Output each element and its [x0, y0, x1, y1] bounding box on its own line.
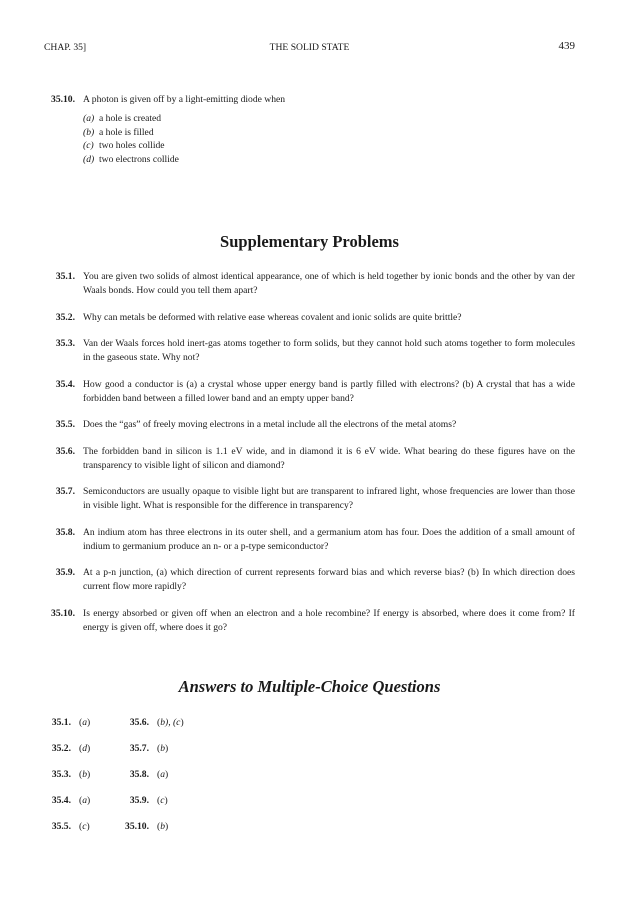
answer-value: ( c ) — [157, 794, 183, 808]
option-letter: (a) — [83, 113, 95, 124]
answer-number: 35.4. — [51, 795, 71, 806]
problem-number: 35.1. — [55, 271, 75, 282]
problem-text: Does the “gas” of freely moving electrons in a metal include all the electrons of the metal atoms? — [83, 419, 457, 430]
option-text: two holes collide — [99, 140, 165, 151]
answer-number: 35.7. — [129, 743, 149, 754]
running-head-chapter: CHAP. 35] — [44, 42, 87, 53]
answer-row — [35, 794, 183, 820]
answer-number: 35.10. — [125, 821, 149, 832]
problem-item — [35, 445, 575, 473]
problem-item — [35, 270, 575, 298]
mc-question — [35, 93, 575, 166]
problem-item — [35, 378, 575, 406]
problem-number: 35.10. — [51, 607, 75, 619]
answer-number: 35.6. — [129, 717, 149, 728]
problem-text: Semiconductors are usually opaque to visible light but are transparent to infrared light, whose frequencies are lower than those in visible light. What is responsible for the difference in transparency? — [83, 486, 575, 511]
option-text: two electrons collide — [99, 153, 179, 165]
section-title-supplementary: Supplementary Problems — [220, 232, 399, 251]
option-text: a hole is created — [99, 113, 162, 124]
answer-table — [35, 716, 183, 846]
answer-value: ( d ) — [79, 742, 105, 756]
problem-item — [35, 526, 575, 554]
problem-text: You are given two solids of almost identical appearance, one of which is held together by ionic bonds and the other by van der Waals bonds. How could you tell them apart? — [83, 271, 575, 296]
answer-value: ( b ) — [157, 820, 183, 834]
problem-text: An indium atom has three electrons in its outer shell, and a germanium atom has four. Does the addition of a small amount of indium to germanium produce an n- or a p-type semiconductor? — [83, 526, 575, 552]
problem-item — [35, 418, 575, 432]
answer-number: 35.8. — [129, 769, 149, 780]
section-title-answers: Answers to Multiple-Choice Questions — [178, 677, 441, 696]
answer-value: ( b ) — [79, 768, 105, 782]
problem-item — [35, 485, 575, 513]
answer-value: ( a ) — [79, 716, 105, 730]
option — [83, 126, 575, 140]
option — [83, 139, 575, 153]
problem-text: At a p-n junction, (a) which direction of current represents forward bias and which reverse bias? (b) In which direction does current flow more rapidly? — [83, 567, 575, 592]
problem-text: How good a conductor is (a) a crystal whose upper energy band is partly filled with electrons? (b) A crystal that has a wide forbidden band between a filled lower band and an empty upper band? — [83, 378, 575, 404]
answer-value: ( a ) — [79, 794, 105, 808]
answer-row — [35, 820, 183, 846]
problem-number: 35.9. — [55, 567, 75, 578]
problem-number: 35.2. — [55, 311, 75, 323]
answer-row — [35, 716, 183, 742]
problem-number: 35.5. — [55, 419, 75, 430]
answer-value: ( c ) — [79, 820, 105, 834]
problem-item — [35, 311, 575, 325]
answer-number: 35.3. — [51, 769, 71, 780]
answer-value: ( b ) — [157, 742, 183, 756]
option-text: a hole is filled — [99, 126, 154, 138]
problem-number: 35.3. — [55, 338, 75, 349]
problem-text: Van der Waals forces hold inert-gas atoms together to form solids, but they cannot hold such atoms together to form molecules in the gaseous state. Why not? — [83, 338, 575, 363]
option-letter: (b) — [83, 126, 95, 138]
problem-number: 35.8. — [55, 526, 75, 538]
answer-number: 35.2. — [51, 743, 71, 754]
answer-number: 35.1. — [51, 717, 71, 728]
question-number: 35.10. — [51, 94, 75, 105]
problem-item — [35, 607, 575, 635]
answer-row — [35, 742, 183, 768]
answer-number: 35.5. — [51, 821, 71, 832]
option — [83, 112, 575, 126]
problem-number: 35.7. — [55, 486, 75, 497]
problem-item — [35, 337, 575, 365]
problem-item — [35, 566, 575, 594]
page-number: 439 — [558, 40, 575, 52]
problem-list — [35, 270, 575, 647]
option-letter: (c) — [83, 140, 94, 151]
problem-text: Why can metals be deformed with relative ease whereas covalent and ionic solids are quite brittle? — [83, 311, 462, 323]
problem-number: 35.4. — [55, 378, 75, 390]
answer-number: 35.9. — [129, 795, 149, 806]
problem-text: Is energy absorbed or given off when an electron and a hole recombine? If energy is absorbed, where does it come from? If energy is given off, where does it go? — [83, 607, 575, 633]
answer-value: ( a ) — [157, 768, 183, 782]
answer-value: ( b), (c ) — [157, 716, 183, 730]
running-head-title: THE SOLID STATE — [269, 42, 350, 53]
option-letter: (d) — [83, 153, 95, 165]
option — [83, 153, 575, 167]
problem-number: 35.6. — [55, 445, 75, 457]
problem-text: The forbidden band in silicon is 1.1 eV wide, and in diamond it is 6 eV wide. What bearing do these figures have on the transparency to visible light of silicon and diamond? — [83, 445, 575, 471]
question-text: A photon is given off by a light-emitting diode when — [83, 94, 286, 105]
answer-row — [35, 768, 183, 794]
